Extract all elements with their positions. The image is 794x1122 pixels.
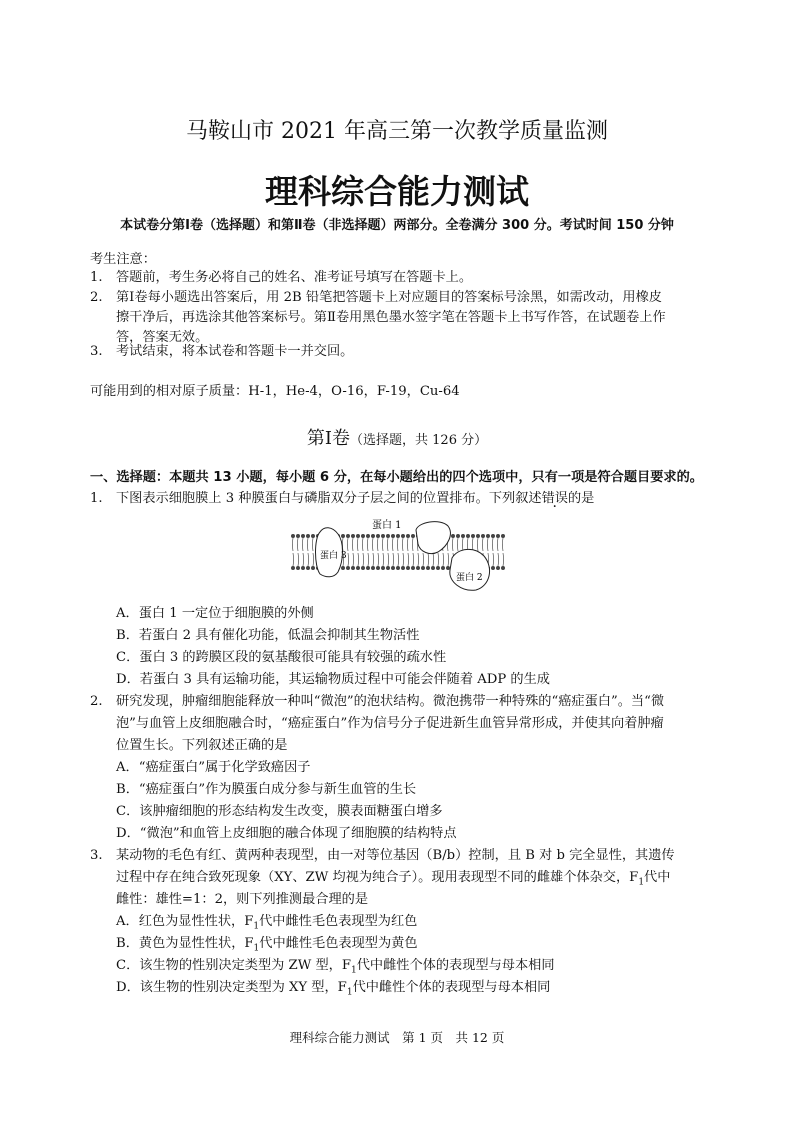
phospholipid-head [441,566,445,570]
phospholipid-head [346,534,350,538]
phospholipid-tail [373,553,374,566]
stem-text-end: 的是 [567,491,595,506]
stem-text-end: 代中 [644,870,671,885]
option-text-end: 代中雌性个体的表现型与母本相同 [352,980,551,995]
phospholipid-tail [403,538,404,551]
phospholipid-head [501,566,505,570]
question-1-option-b: B．若蛋白 2 具有催化功能，低温会抑制其生物活性 [116,628,420,643]
phospholipid-tail [308,553,309,566]
phospholipid-head [301,534,305,538]
option-text-end: 代中雌性个体的表现型与母本相同 [356,958,555,973]
phospholipid-head [361,534,365,538]
question-2-stem-line: 位置生长。下列叙述正确的是 [116,738,288,753]
phospholipid-head [396,566,400,570]
phospholipid-head [381,566,385,570]
question-num: 2. [90,694,103,709]
phospholipid-head [361,566,365,570]
note-num: 3. [90,344,103,359]
question-2-option-a: A．“癌症蛋白”属于化学致癌因子 [116,760,311,775]
stem-emphasis [542,491,568,506]
phospholipid-tail [378,538,379,551]
phospholipid-head [501,534,505,538]
question-2-stem-line: 泡”与血管上皮细胞融合时，“癌症蛋白”作为信号分子促进新生血管异常形成，并使其向着肿瘤 [116,716,664,731]
phospholipid-tail [363,538,364,551]
phospholipid-head [306,534,310,538]
question-3-stem-line: 雌性：雄性=1：2，则下列推测最合理的是 [116,892,369,907]
protein-2-shape [450,549,490,590]
membrane-protein-figure [290,512,506,594]
phospholipid-tail [503,553,504,566]
question-1-option-c: C．蛋白 3 的跨膜区段的氨基酸很可能具有较强的疏水性 [116,650,447,665]
phospholipid-head [431,566,435,570]
phospholipid-tail [413,553,414,566]
phospholipid-tail [368,538,369,551]
phospholipid-tail [298,553,299,566]
question-3-option-b [116,932,418,954]
phospholipid-head [401,534,405,538]
phospholipid-tail [428,553,429,566]
question-num: 1. [90,491,103,506]
phospholipid-tail [433,553,434,566]
subscript: 1 [253,921,260,932]
stem-line: 某动物的毛色有红、黄两种表现型，由一对等位基因（B/b）控制，且 B 对 b 完全显性，其遗传 [116,848,675,863]
phospholipid-head [301,566,305,570]
phospholipid-head [386,534,390,538]
phospholipid-tail [373,538,374,551]
phospholipid-tail [503,538,504,551]
phospholipid-tail [458,538,459,551]
phospholipid-head [356,534,360,538]
phospholipid-head [366,566,370,570]
phospholipid-head [351,534,355,538]
phospholipid-head [461,534,465,538]
phospholipid-tail [393,538,394,551]
phospholipid-tail [473,538,474,551]
phospholipid-head [311,534,315,538]
atomic-masses: 可能用到的相对原子质量：H-1，He-4，O-16，F-19，Cu-64 [90,384,460,399]
phospholipid-head [381,534,385,538]
phospholipid-head [311,566,315,570]
phospholipid-head [406,534,410,538]
phospholipid-head [341,534,345,538]
phospholipid-head [291,566,295,570]
phospholipid-tail [403,553,404,566]
phospholipid-head [371,566,375,570]
stem-emph-text: 错误 [541,491,568,506]
phospholipid-tail [493,553,494,566]
subscript: 1 [253,943,260,954]
phospholipid-head [391,534,395,538]
phospholipid-head [481,534,485,538]
phospholipid-tail [313,553,314,566]
phospholipid-tail [363,553,364,566]
phospholipid-tail [348,553,349,566]
note-num: 1. [90,270,103,285]
note-line: 考试结束，将本试卷和答题卡一并交回。 [116,344,354,359]
option-text: D．该生物的性别决定类型为 XY 型，F [116,980,347,995]
phospholipid-tail [353,538,354,551]
phospholipid-head [486,534,490,538]
phospholipid-head [366,534,370,538]
phospholipid-tail [388,553,389,566]
phospholipid-tail [378,553,379,566]
phospholipid-head [426,566,430,570]
stem-text: 下图表示细胞膜上 3 种膜蛋白与磷脂双分子层之间的位置排布。下列叙述 [116,491,542,506]
question-2-option-b: B．“癌症蛋白”作为膜蛋白成分参与新生血管的生长 [116,782,417,797]
stem-text: 过程中存在纯合致死现象（XY、ZW 均视为纯合子）。现用表现型不同的雌雄个体杂交，F [116,870,639,885]
phospholipid-tail [453,538,454,551]
phospholipid-head [416,566,420,570]
phospholipid-tail [478,538,479,551]
phospholipid-tail [438,553,439,566]
phospholipid-tail [358,538,359,551]
page-footer: 理科综合能力测试 第 1 页 共 12 页 [289,1030,505,1045]
phospholipid-head [346,566,350,570]
phospholipid-tail [293,538,294,551]
part-label: 第Ⅰ卷 [306,428,351,449]
question-1-option-d: D．若蛋白 3 具有运输功能，其运输物质过程中可能会伴随着 ADP 的生成 [116,672,550,687]
phospholipid-head [456,534,460,538]
option-text: A．红色为显性性状，F [116,914,254,929]
phospholipid-tail [293,553,294,566]
phospholipid-tail [408,553,409,566]
phospholipid-head [376,566,380,570]
phospholipid-tail [498,553,499,566]
question-1-option-a: A．蛋白 1 一定位于细胞膜的外侧 [116,606,314,621]
option-text: C．该生物的性别决定类型为 ZW 型，F [116,958,351,973]
note-item-3 [90,342,353,362]
notes-heading: 考生注意： [90,252,156,267]
phospholipid-tail [448,553,449,566]
phospholipid-tail [348,538,349,551]
phospholipid-head [396,534,400,538]
part-heading [0,424,794,450]
phospholipid-head [496,566,500,570]
phospholipid-tail [298,538,299,551]
protein-2-label: 蛋白 2 [456,573,483,583]
phospholipid-tail [413,538,414,551]
question-3-stem-line [116,866,670,888]
protein-3-label: 蛋白 3 [320,551,347,561]
phospholipid-tail [493,538,494,551]
phospholipid-tail [398,538,399,551]
subject-title: 理科综合能力测试 [265,172,529,211]
phospholipid-head [306,566,310,570]
option-text: B．黄色为显性性状，F [116,936,254,951]
phospholipid-head [386,566,390,570]
phospholipid-tail [368,553,369,566]
note-item-1 [90,268,472,288]
phospholipid-tail [308,538,309,551]
phospholipid-head [451,534,455,538]
stem-line: 研究发现，肿瘤细胞能释放一种叫“微泡”的泡状结构。微泡携带一种特殊的“癌症蛋白”。当“微 [116,694,665,709]
section-heading: 一、选择题：本题共 13 小题，每小题 6 分，在每小题给出的四个选项中，只有一项是符合题目要求的。 [90,470,703,485]
phospholipid-head [296,534,300,538]
phospholipid-tail [303,553,304,566]
question-1-stem [90,487,594,506]
phospholipid-head [466,534,470,538]
phospholipid-head [356,566,360,570]
note-item-2 [90,288,662,308]
phospholipid-tail [498,538,499,551]
subscript: 1 [350,965,357,976]
question-num: 3. [90,848,103,863]
phospholipid-tail [383,538,384,551]
phospholipid-tail [313,538,314,551]
phospholipid-tail [398,553,399,566]
phospholipid-head [496,534,500,538]
note-line: 答，答案无效。 [116,330,209,345]
phospholipid-tail [388,538,389,551]
phospholipid-tail [483,538,484,551]
phospholipid-head [351,566,355,570]
subscript: 1 [638,877,645,888]
phospholipid-tail [383,553,384,566]
phospholipid-tail [423,553,424,566]
phospholipid-head [411,534,415,538]
phospholipid-head [371,534,375,538]
phospholipid-tail [358,553,359,566]
phospholipid-tail [418,553,419,566]
note-line: 擦干净后，再选涂其他答案标号。第Ⅱ卷用黑色墨水签字笔在答题卡上书写作答，在试题卷上作 [116,310,666,325]
phospholipid-head [376,534,380,538]
subscript: 1 [346,987,353,998]
phospholipid-head [291,534,295,538]
phospholipid-tail [408,538,409,551]
phospholipid-tail [463,538,464,551]
phospholipid-head [491,566,495,570]
phospholipid-head [476,534,480,538]
phospholipid-head [411,566,415,570]
protein-1-label: 蛋白 1 [372,520,402,531]
question-2-option-d: D．“微泡”和血管上皮细胞的融合体现了细胞膜的结构特点 [116,826,457,841]
phospholipid-tail [393,553,394,566]
phospholipid-head [296,566,300,570]
part-detail: （选择题，共 126 分） [350,433,488,448]
phospholipid-head [391,566,395,570]
question-2-option-c: C．该肿瘤细胞的形态结构发生改变，膜表面糖蛋白增多 [116,804,443,819]
phospholipid-head [406,566,410,570]
phospholipid-head [446,566,450,570]
phospholipid-tail [488,538,489,551]
phospholipid-head [436,566,440,570]
protein-1-shape [416,522,450,554]
question-2-stem [90,690,664,709]
exam-subtitle: 本试卷分第Ⅰ卷（选择题）和第Ⅱ卷（非选择题）两部分。全卷满分 300 分。考试时间 150 分钟 [120,218,674,233]
note-line: 第Ⅰ卷每小题选出答案后，用 2B 铅笔把答题卡上对应题目的答案标号涂黑，如需改动，用橡皮 [116,290,662,305]
question-3-option-c [116,954,555,976]
phospholipid-head [341,566,345,570]
phospholipid-head [401,566,405,570]
exam-title: 马鞍山市 2021 年高三第一次教学质量监测 [186,119,608,144]
note-num: 2. [90,290,103,305]
phospholipid-head [421,566,425,570]
phospholipid-tail [443,553,444,566]
note-line: 答题前，考生务必将自己的姓名、准考证号填写在答题卡上。 [116,270,473,285]
option-text-end: 代中雌性毛色表现型为红色 [259,914,418,929]
phospholipid-head [471,534,475,538]
phospholipid-head [491,534,495,538]
option-text-end: 代中雌性毛色表现型为黄色 [259,936,418,951]
question-3-stem [90,844,675,863]
phospholipid-tail [353,553,354,566]
phospholipid-tail [303,538,304,551]
question-3-option-a [116,910,417,932]
question-3-option-d [116,976,550,998]
